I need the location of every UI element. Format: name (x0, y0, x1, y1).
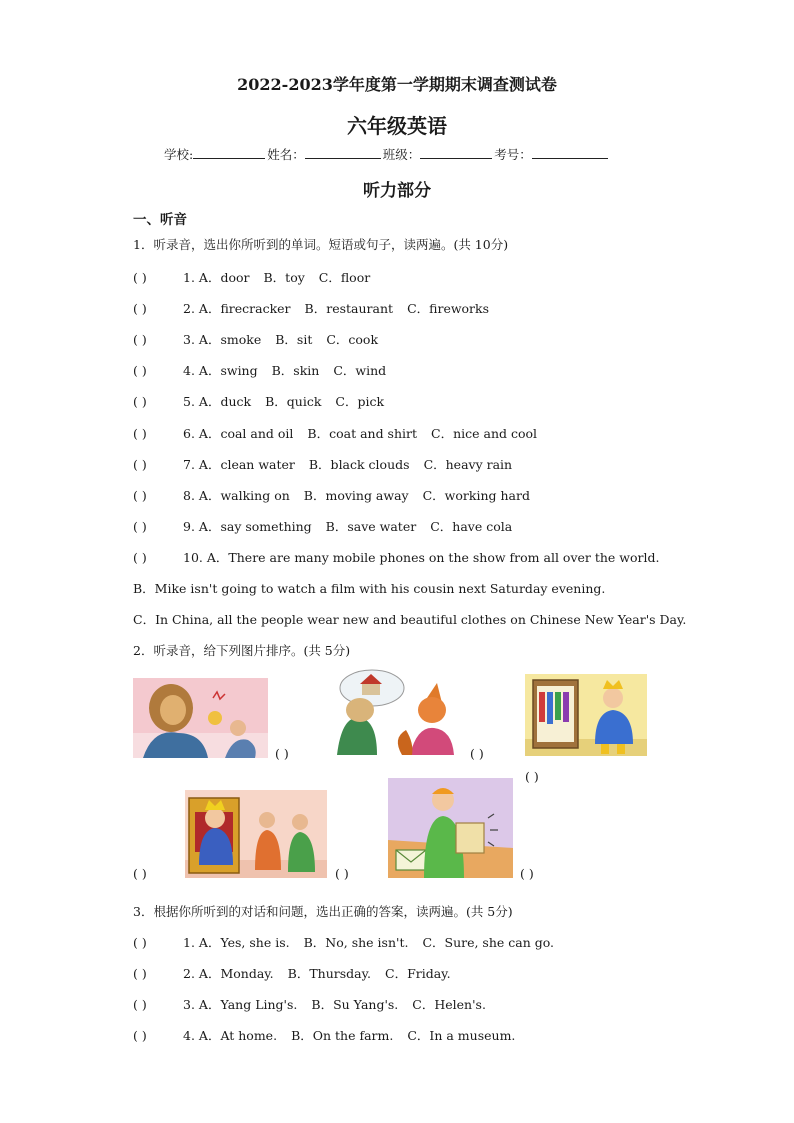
item-number: 6. (183, 425, 195, 441)
picture-dog-fox-house (322, 668, 457, 755)
option-b: B．coat and shirt (307, 425, 418, 441)
class-blank[interactable] (420, 146, 492, 159)
section-title: 听力部分 (363, 181, 431, 201)
q1-item (133, 517, 512, 535)
q3-instruction: 3．根据你所听到的对话和问题，选出正确的答案，读两遍。(共 5分) (133, 904, 513, 919)
answer-paren[interactable]: ( ) (133, 363, 147, 379)
option-a: A．At home. (198, 1028, 278, 1044)
option-b: B．moving away (303, 487, 409, 503)
option-a: A．door (198, 270, 250, 285)
answer-paren[interactable]: ( ) (133, 456, 147, 472)
option-b: B．restaurant (304, 301, 394, 317)
option-a: A．swing (198, 363, 258, 379)
picture-lion-shouting (133, 678, 268, 758)
picture-1-answer[interactable]: ( ) (275, 746, 289, 761)
option-b: B．skin (271, 363, 320, 379)
option-c: C．pick (335, 394, 385, 410)
q1-item (133, 330, 378, 348)
picture-king-wardrobe (525, 674, 647, 756)
option-a: A．say something (198, 518, 312, 534)
q1-item (133, 424, 537, 442)
item-number: 5. (183, 394, 195, 410)
q1-item (133, 361, 386, 379)
q1-item-10-option-b: B．Mike isn't going to watch a film with his cousin next Saturday evening. (133, 581, 606, 596)
option-c: C．floor (318, 270, 371, 285)
option-b: B．Thursday. (287, 966, 371, 982)
school-blank[interactable] (193, 146, 265, 159)
q1-item (133, 392, 384, 410)
option-a: A．clean water (198, 456, 295, 472)
option-a: A．Yang Ling's. (198, 997, 298, 1013)
answer-paren[interactable]: ( ) (133, 301, 147, 317)
answer-paren[interactable]: ( ) (133, 487, 147, 503)
item-number: 8. (183, 487, 195, 503)
q1-item (133, 299, 489, 317)
answer-paren[interactable]: ( ) (133, 935, 147, 950)
part-heading: 一、听音 (133, 212, 187, 228)
school-label: 学校: (164, 147, 194, 162)
option-b: B．sit (275, 332, 313, 348)
option-c: C．working hard (422, 487, 530, 503)
option-c: C．In a museum. (407, 1028, 516, 1044)
picture-man-box (388, 778, 513, 878)
option-a: A．Monday. (198, 966, 274, 982)
option-a: A．smoke (198, 332, 262, 348)
item-number: 2. (183, 966, 195, 982)
option-b: B．No, she isn't. (303, 935, 409, 950)
item-number: 3. (183, 997, 195, 1013)
option-a: A．firecracker (198, 301, 291, 317)
item-number: 2. (183, 301, 195, 317)
option-b: B．quick (265, 394, 322, 410)
item-number: 10. (183, 550, 203, 565)
q3-item (133, 933, 554, 951)
picture-6-answer[interactable]: ( ) (520, 866, 534, 881)
q2-instruction: 2．听录音，给下列图片排序。(共 5分) (133, 643, 351, 658)
answer-paren[interactable]: ( ) (133, 550, 147, 565)
q3-item (133, 1026, 515, 1044)
item-number: 4. (183, 1028, 195, 1044)
option-b: B．toy (263, 270, 305, 285)
picture-4-answer[interactable]: ( ) (133, 866, 147, 881)
q3-item (133, 964, 451, 982)
item-number: 7. (183, 456, 195, 472)
option-b: B．save water (325, 518, 417, 534)
option-a: A．walking on (198, 487, 290, 503)
number-label: 考号： (494, 147, 532, 162)
q3-item (133, 995, 486, 1013)
answer-paren[interactable]: ( ) (133, 270, 147, 285)
item-number: 1. (183, 935, 195, 950)
class-label: 班级： (382, 147, 421, 162)
option-a: A．coal and oil (198, 425, 294, 441)
name-blank[interactable] (305, 146, 381, 159)
exam-subtitle: 六年级英语 (347, 114, 447, 138)
answer-paren[interactable]: ( ) (133, 518, 147, 534)
option-c: C．have cola (430, 518, 513, 534)
item-number: 3. (183, 332, 195, 348)
option-c: C．fireworks (407, 301, 490, 317)
answer-paren[interactable]: ( ) (133, 997, 147, 1013)
answer-paren[interactable]: ( ) (133, 966, 147, 982)
q1-item-10 (133, 548, 659, 566)
item-number: 1. (183, 270, 195, 285)
option-c: C．Friday. (385, 966, 451, 982)
option-c: C．Sure, she can go. (422, 935, 555, 950)
option-b: B．On the farm. (291, 1028, 394, 1044)
q1-item (133, 455, 512, 473)
option-c: C．cook (326, 332, 379, 348)
q1-item (133, 268, 370, 286)
picture-2-answer[interactable]: ( ) (470, 746, 484, 761)
option-c: C．Helen's. (412, 997, 486, 1013)
number-blank[interactable] (532, 146, 608, 159)
option-a: A．duck (198, 394, 252, 410)
answer-paren[interactable]: ( ) (133, 332, 147, 348)
answer-paren[interactable]: ( ) (133, 425, 147, 441)
option-a: A．There are many mobile phones on the show from all over the world. (206, 550, 660, 565)
answer-paren[interactable]: ( ) (133, 394, 147, 410)
option-b: B．black clouds (308, 456, 410, 472)
item-number: 4. (183, 363, 195, 379)
option-c: C．heavy rain (423, 456, 513, 472)
option-c: C．nice and cool (431, 425, 538, 441)
q1-item-10-option-c: C．In China, all the people wear new and beautiful clothes on Chinese New Year's Day. (133, 612, 687, 627)
option-b: B．Su Yang's. (311, 997, 399, 1013)
option-c: C．wind (333, 363, 387, 379)
q1-instruction: 1．听录音，选出你所听到的单词。短语或句子，读两遍。(共 10分) (133, 237, 509, 252)
picture-3-answer: ( ) (525, 769, 539, 784)
student-info-line (164, 145, 610, 163)
item-number: 9. (183, 518, 195, 534)
q1-item (133, 486, 530, 504)
exam-title: 2022-2023学年度第一学期期末调查测试卷 (237, 75, 557, 94)
answer-paren[interactable]: ( ) (133, 1028, 147, 1044)
picture-5-answer[interactable]: ( ) (335, 866, 349, 881)
option-a: A．Yes, she is. (198, 935, 290, 950)
picture-king-throne (185, 790, 327, 878)
name-label: 姓名： (267, 147, 305, 162)
